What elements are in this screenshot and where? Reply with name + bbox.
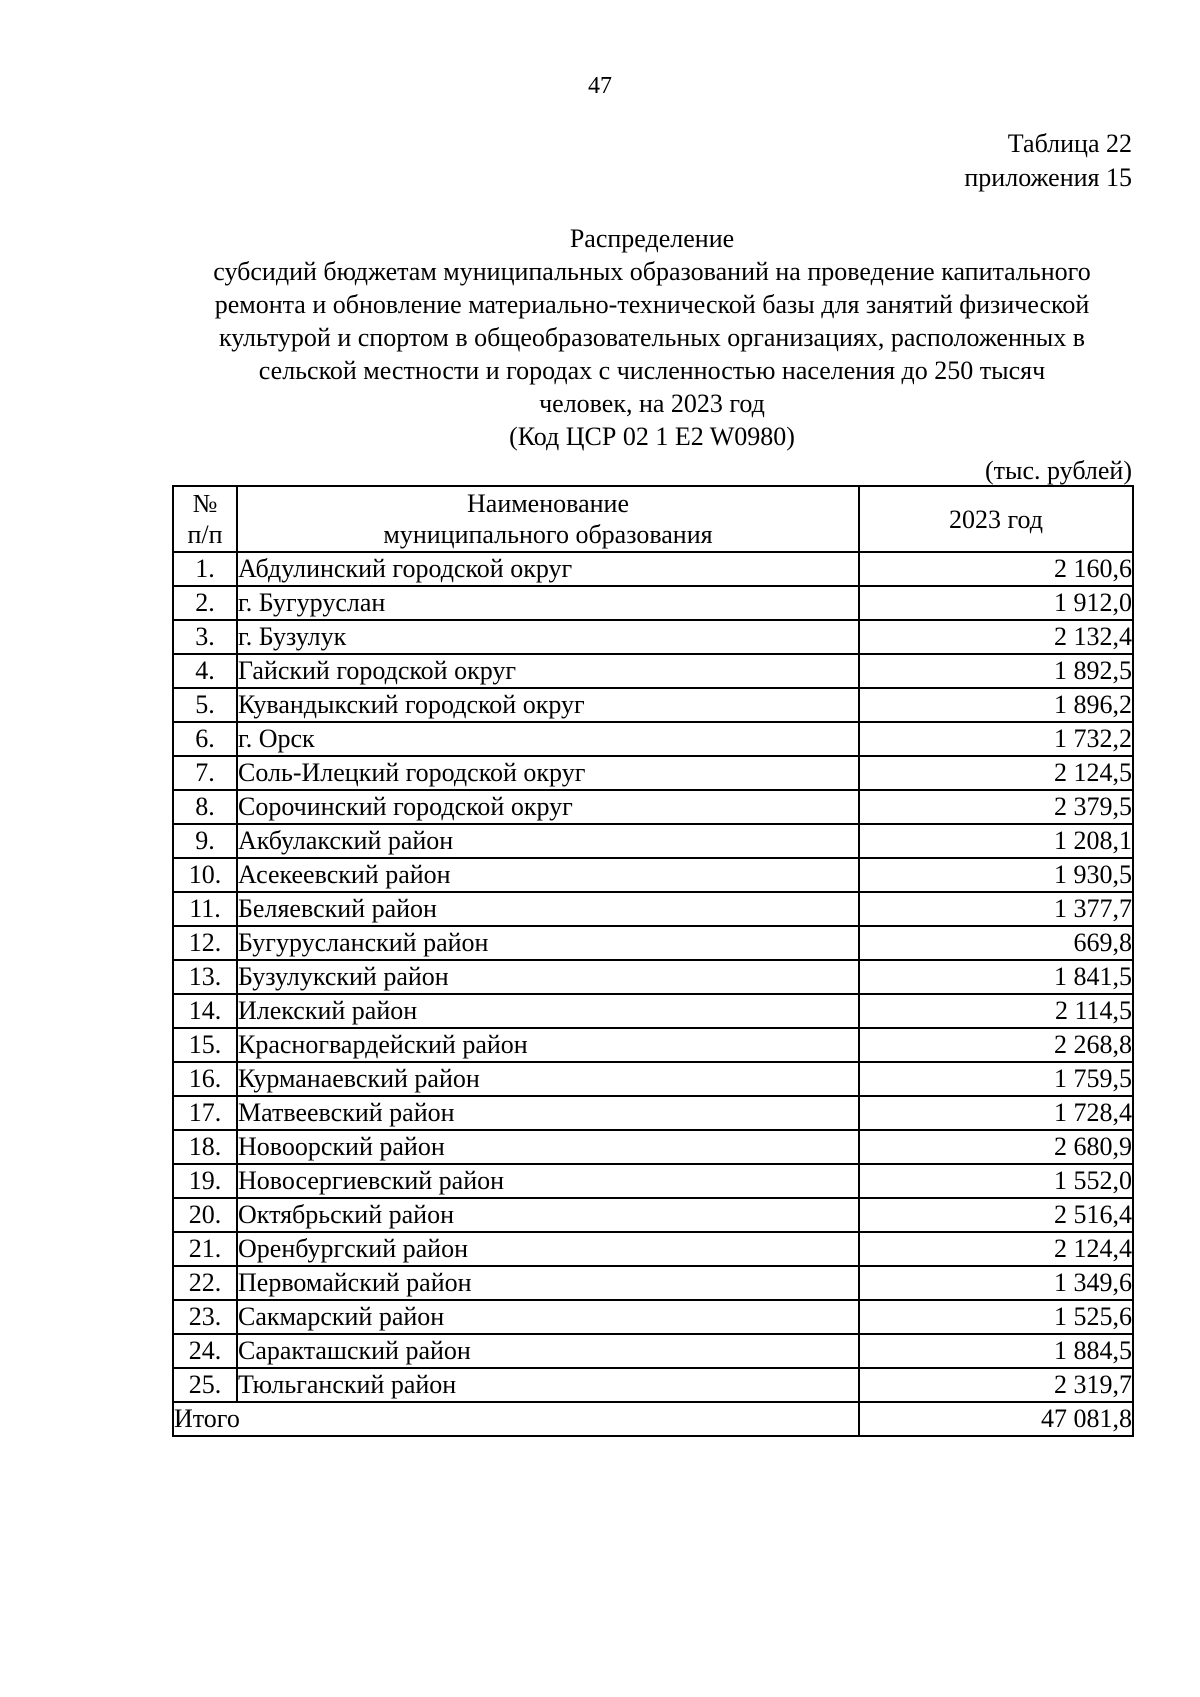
table-row — [173, 926, 1133, 960]
subsidy-value: 1 377,7 — [859, 892, 1133, 926]
total-row — [173, 1402, 1133, 1436]
municipality-name: Оренбургский район — [237, 1232, 859, 1266]
subsidy-value: 1 552,0 — [859, 1164, 1133, 1198]
row-number: 5. — [173, 688, 237, 722]
subsidy-value: 1 349,6 — [859, 1266, 1133, 1300]
subsidy-value: 1 912,0 — [859, 586, 1133, 620]
municipality-name: Октябрьский район — [237, 1198, 859, 1232]
subsidy-value: 2 132,4 — [859, 620, 1133, 654]
row-number: 2. — [173, 586, 237, 620]
row-number: 19. — [173, 1164, 237, 1198]
subsidy-value: 1 930,5 — [859, 858, 1133, 892]
table-header-row — [173, 486, 1133, 552]
table-row — [173, 1368, 1133, 1402]
table-row — [173, 1266, 1133, 1300]
municipality-name: Сорочинский городской округ — [237, 790, 859, 824]
table-row — [173, 586, 1133, 620]
municipality-name: г. Бугуруслан — [237, 586, 859, 620]
title-line-4: культурой и спортом в общеобразовательных организациях, расположенных в — [218, 323, 1086, 352]
subsidy-value: 1 208,1 — [859, 824, 1133, 858]
page-number: 47 — [588, 73, 612, 99]
row-number: 21. — [173, 1232, 237, 1266]
table-row — [173, 1198, 1133, 1232]
subsidy-value: 1 896,2 — [859, 688, 1133, 722]
subsidy-value: 1 841,5 — [859, 960, 1133, 994]
row-number: 11. — [173, 892, 237, 926]
row-number: 1. — [173, 552, 237, 586]
table-row — [173, 824, 1133, 858]
municipality-name: Новосергиевский район — [237, 1164, 859, 1198]
table-reference-appendix: приложения 15 — [964, 163, 1132, 192]
header-number-line-1: № — [192, 489, 218, 518]
row-number: 24. — [173, 1334, 237, 1368]
row-number: 22. — [173, 1266, 237, 1300]
title-line-2: субсидий бюджетам муниципальных образований на проведение капитального — [213, 257, 1091, 286]
table-reference-number: Таблица 22 — [1007, 129, 1132, 158]
subsidy-value: 2 319,7 — [859, 1368, 1133, 1402]
row-number: 20. — [173, 1198, 237, 1232]
subsidy-value: 1 884,5 — [859, 1334, 1133, 1368]
municipality-name: Акбулакский район — [237, 824, 859, 858]
table-row — [173, 688, 1133, 722]
table-body — [173, 552, 1133, 1402]
table-row — [173, 994, 1133, 1028]
title-line-3: ремонта и обновление материально-технической базы для занятий физической — [214, 290, 1090, 319]
municipality-name: Кувандыкский городской округ — [237, 688, 859, 722]
table-row — [173, 790, 1133, 824]
row-number: 23. — [173, 1300, 237, 1334]
municipality-name: Тюльганский район — [237, 1368, 859, 1402]
table-row — [173, 1062, 1133, 1096]
header-name — [237, 486, 859, 552]
subsidy-table — [172, 485, 1134, 1437]
table-row — [173, 1232, 1133, 1266]
municipality-name: Гайский городской округ — [237, 654, 859, 688]
title-line-6: человек, на 2023 год — [539, 389, 765, 418]
subsidy-value: 1 892,5 — [859, 654, 1133, 688]
row-number: 16. — [173, 1062, 237, 1096]
table-row — [173, 1300, 1133, 1334]
subsidy-value: 2 680,9 — [859, 1130, 1133, 1164]
municipality-name: Сакмарский район — [237, 1300, 859, 1334]
row-number: 8. — [173, 790, 237, 824]
table-row — [173, 1130, 1133, 1164]
row-number: 13. — [173, 960, 237, 994]
header-name-line-2: муниципального образования — [383, 520, 713, 549]
title-line-1: Распределение — [569, 224, 735, 253]
municipality-name: Курманаевский район — [237, 1062, 859, 1096]
total-label: Итого — [173, 1402, 859, 1436]
row-number: 6. — [173, 722, 237, 756]
subsidy-value: 2 114,5 — [859, 994, 1133, 1028]
municipality-name: Матвеевский район — [237, 1096, 859, 1130]
row-number: 3. — [173, 620, 237, 654]
subsidy-value: 2 379,5 — [859, 790, 1133, 824]
table-row — [173, 1164, 1133, 1198]
municipality-name: г. Орск — [237, 722, 859, 756]
subsidy-value: 2 124,4 — [859, 1232, 1133, 1266]
table-row — [173, 654, 1133, 688]
subsidy-value: 2 268,8 — [859, 1028, 1133, 1062]
municipality-name: Бузулукский район — [237, 960, 859, 994]
row-number: 15. — [173, 1028, 237, 1062]
subsidy-value: 1 732,2 — [859, 722, 1133, 756]
row-number: 17. — [173, 1096, 237, 1130]
title-line-7: (Код ЦСР 02 1 E2 W0980) — [509, 422, 795, 451]
subsidy-value: 2 160,6 — [859, 552, 1133, 586]
municipality-name: Новоорский район — [237, 1130, 859, 1164]
municipality-name: Абдулинский городской округ — [237, 552, 859, 586]
header-year: 2023 год — [859, 486, 1133, 552]
subsidy-value: 1 728,4 — [859, 1096, 1133, 1130]
row-number: 14. — [173, 994, 237, 1028]
municipality-name: Соль-Илецкий городской округ — [237, 756, 859, 790]
subsidy-value: 1 525,6 — [859, 1300, 1133, 1334]
table-row — [173, 1096, 1133, 1130]
municipality-name: Саракташский район — [237, 1334, 859, 1368]
table-row — [173, 1334, 1133, 1368]
header-number-line-2: п/п — [187, 520, 223, 549]
municipality-name: Асекеевский район — [237, 858, 859, 892]
municipality-name: Первомайский район — [237, 1266, 859, 1300]
row-number: 25. — [173, 1368, 237, 1402]
municipality-name: Красногвардейский район — [237, 1028, 859, 1062]
table-row — [173, 620, 1133, 654]
total-value: 47 081,8 — [859, 1402, 1133, 1436]
table-row — [173, 892, 1133, 926]
row-number: 7. — [173, 756, 237, 790]
municipality-name: г. Бузулук — [237, 620, 859, 654]
municipality-name: Бугурусланский район — [237, 926, 859, 960]
table-row — [173, 1028, 1133, 1062]
table-row — [173, 722, 1133, 756]
units-label: (тыс. рублей) — [984, 456, 1132, 485]
subsidy-value: 2 124,5 — [859, 756, 1133, 790]
subsidy-value: 2 516,4 — [859, 1198, 1133, 1232]
document-title — [172, 222, 1132, 453]
municipality-name: Илекский район — [237, 994, 859, 1028]
row-number: 18. — [173, 1130, 237, 1164]
row-number: 4. — [173, 654, 237, 688]
municipality-name: Беляевский район — [237, 892, 859, 926]
subsidy-value: 1 759,5 — [859, 1062, 1133, 1096]
header-number — [173, 486, 237, 552]
title-line-5: сельской местности и городах с численностью населения до 250 тысяч — [258, 356, 1046, 385]
header-name-line-1: Наименование — [467, 489, 629, 518]
table-row — [173, 756, 1133, 790]
subsidy-value: 669,8 — [859, 926, 1133, 960]
table-row — [173, 960, 1133, 994]
row-number: 10. — [173, 858, 237, 892]
table-row — [173, 552, 1133, 586]
table-row — [173, 858, 1133, 892]
table-reference — [964, 127, 1132, 195]
row-number: 9. — [173, 824, 237, 858]
row-number: 12. — [173, 926, 237, 960]
